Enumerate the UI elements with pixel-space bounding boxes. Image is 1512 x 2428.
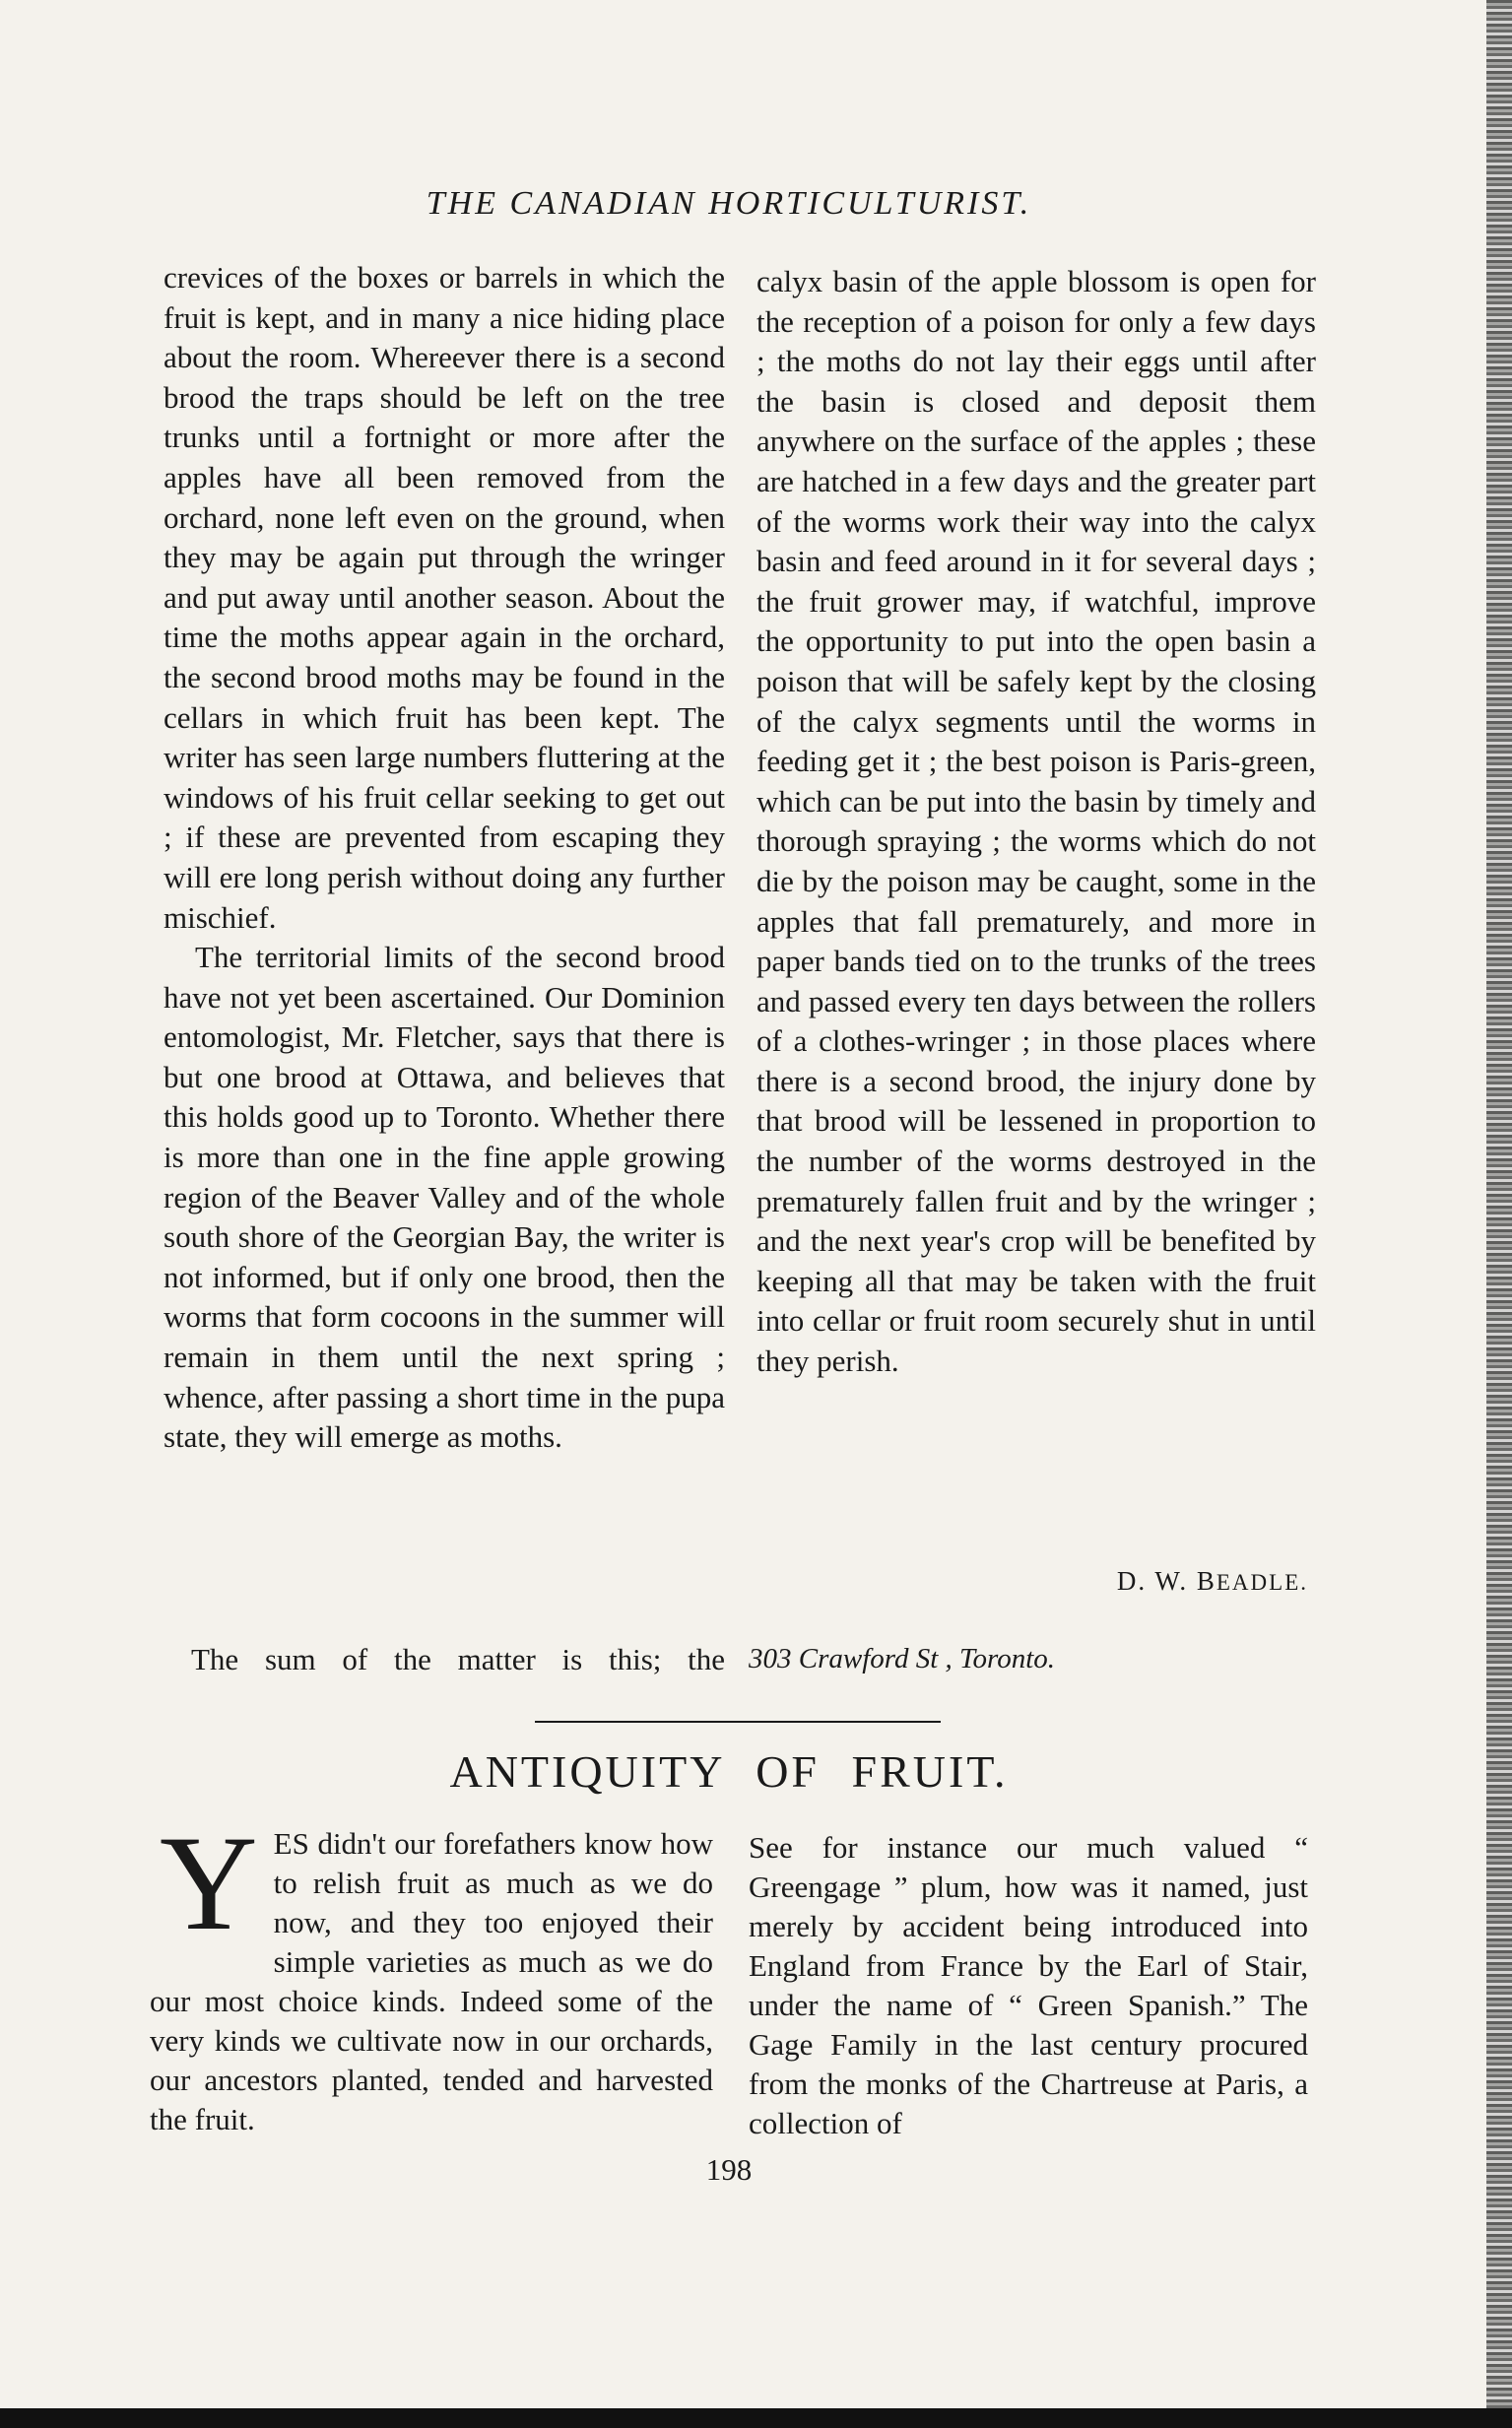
author-signature xyxy=(756,1566,1308,1597)
column-top-right xyxy=(756,262,1316,1382)
paragraph: See for instance our much valued “ Greengage ” plum, how was it named, just merely by accident being introduced into England from France by the Earl of Stair, under the name of “ Green Spanish.” The Gage Family in the last century procured from the monks of the Chartreuse at Paris, a collection of xyxy=(749,1830,1308,2140)
column-bottom-right xyxy=(749,1828,1308,2143)
paragraph-text: ES didn't our forefathers know how to relish fruit as much as we do now, and they too enjoyed their simple varieties as much as we do our most choice kinds. Indeed some of the very kinds we cultivate now in our orchards, our ancestors planted, tended and harvested the fruit. xyxy=(150,1826,713,2136)
closing-line: The sum of the matter is this; the xyxy=(191,1642,725,1676)
author-address: 303 Crawford St , Toronto. xyxy=(749,1643,1056,1674)
paragraph xyxy=(150,1807,713,2139)
paragraph: calyx basin of the apple blossom is open for the reception of a poison for only a few days ; the moths do not lay their eggs until after the basin is closed and deposit them anywhere on the surface of the apples ; these are hatched in a few days and the greater part of the worms work their way into the calyx basin and feed around in it for several days ; the fruit grower may, if watchful, improve the opportunity to put into the open basin a poison that will be safely kept by the closing of the calyx segments until the worms in feeding get it ; the best poison is Paris-green, which can be put into the basin by timely and thorough spraying ; the worms which do not die by the poison may be caught, some in the apples that fall prematurely, and more in paper bands tied on to the trunks of the trees and passed every ten days between the rollers of a clothes-wringer ; in those places where there is a second brood, the injury done by that brood will be lessened in proportion to the number of the worms destroyed in the prematurely fallen fruit and by the wringer ; and the next year's crop will be benefited by keeping all that may be taken with the fruit into cellar or fruit room securely shut in until they perish. xyxy=(756,264,1316,1379)
column-top-left xyxy=(164,258,725,1458)
paragraph: crevices of the boxes or barrels in which the fruit is kept, and in many a nice hiding place about the room. Whereever there is a second brood the traps should be left on the tree trunks until a fortnight or more after the apples have all been removed from the orchard, none left even on the ground, when they may be again put through the wringer and put away until another season. About the time the moths appear again in the orchard, the second brood moths may be found in the cellars in which fruit has been kept. The writer has seen large numbers fluttering at the windows of his fruit cellar seeking to get out ; if these are prevented from escaping they will ere long perish without doing any further mischief. xyxy=(164,260,725,935)
article-title: ANTIQUITY OF FRUIT. xyxy=(449,1746,1009,1797)
section-divider xyxy=(535,1721,941,1723)
drop-cap: Y xyxy=(160,1807,258,1958)
page-edge-shadow xyxy=(1486,0,1512,2428)
page-number: 198 xyxy=(705,2152,753,2187)
paragraph: The territorial limits of the second brood have not yet been ascertained. Our Dominion entomologist, Mr. Fletcher, says that there is but one brood at Ottawa, and believes that this holds good up to Toronto. Whether there is more than one in the fine apple growing region of the Beaver Valley and of the whole south shore of the Georgian Bay, the writer is not informed, but if only one brood, then the worms that form cocoons in the summer will remain in them until the next spring ; whence, after passing a short time in the pupa state, they will emerge as moths. xyxy=(164,940,725,1455)
scan-bottom-edge xyxy=(0,2408,1512,2428)
signature-surname: EADLE. xyxy=(1216,1570,1308,1595)
running-title: THE CANADIAN HORTICULTURIST. xyxy=(426,185,1032,222)
signature-initials: D. W. B xyxy=(1116,1566,1216,1596)
column-bottom-left xyxy=(150,1807,713,2139)
